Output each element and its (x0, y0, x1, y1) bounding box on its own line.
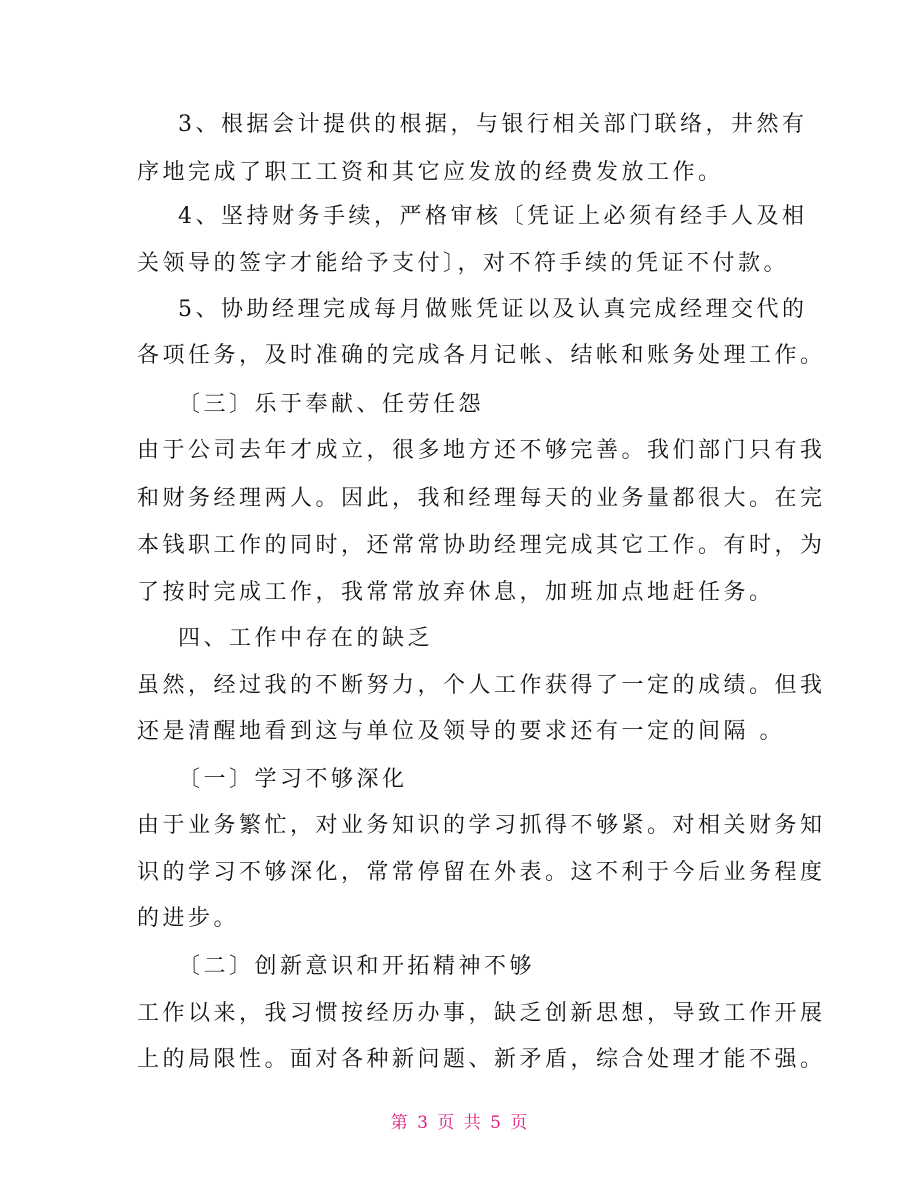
section-heading: 〔三〕乐于奉献、任劳任怨 (178, 392, 485, 417)
paragraph-line: 识的学习不够深化，常常停留在外表。这不利于今后业务程度 (137, 860, 826, 885)
paragraph-line: 了按时完成工作，我常常放弃休息，加班加点地赶任务。 (137, 580, 775, 605)
paragraph-line: 和财务经理两人。因此，我和经理每天的业务量都很大。在完 (137, 486, 826, 511)
paragraph-line: 各项任务，及时准确的完成各月记帐、结帐和账务处理工作。 (137, 343, 826, 368)
paragraph-line: 3、根据会计提供的根据，与银行相关部门联络，井然有 (178, 112, 808, 137)
paragraph-line: 4、坚持财务手续，严格审核〔凭证上必须有经手人及相 (178, 204, 808, 229)
paragraph-line: 上的局限性。面对各种新问题、新矛盾，综合处理才能不强。 (137, 1047, 826, 1072)
paragraph-line: 还是清醒地看到这与单位及领导的要求还有一定的间隔 。 (137, 719, 785, 744)
paragraph-line: 5、协助经理完成每月做账凭证以及认真完成经理交代的 (178, 297, 808, 322)
paragraph-line: 由于业务繁忙，对业务知识的学习抓得不够紧。对相关财务知 (137, 813, 826, 838)
section-heading: 四、工作中存在的缺乏 (178, 626, 434, 651)
paragraph-line: 虽然，经过我的不断努力，个人工作获得了一定的成绩。但我 (137, 673, 826, 698)
page-number-footer: 第 3 页 共 5 页 (390, 1113, 530, 1133)
paragraph-line: 由于公司去年才成立，很多地方还不够完善。我们部门只有我 (137, 438, 826, 463)
section-heading: 〔一〕学习不够深化 (178, 767, 408, 792)
section-heading: 〔二〕创新意识和开拓精神不够 (178, 954, 536, 979)
paragraph-line: 本钱职工作的同时，还常常协助经理完成其它工作。有时，为 (137, 533, 826, 558)
paragraph-line: 工作以来，我习惯按经历办事，缺乏创新思想，导致工作开展 (137, 1001, 826, 1026)
paragraph-line: 关领导的签字才能给予支付〕，对不符手续的凭证不付款。 (137, 251, 790, 276)
paragraph-line: 序地完成了职工工资和其它应发放的经费发放工作。 (137, 160, 724, 185)
paragraph-line: 的进步。 (137, 906, 240, 931)
